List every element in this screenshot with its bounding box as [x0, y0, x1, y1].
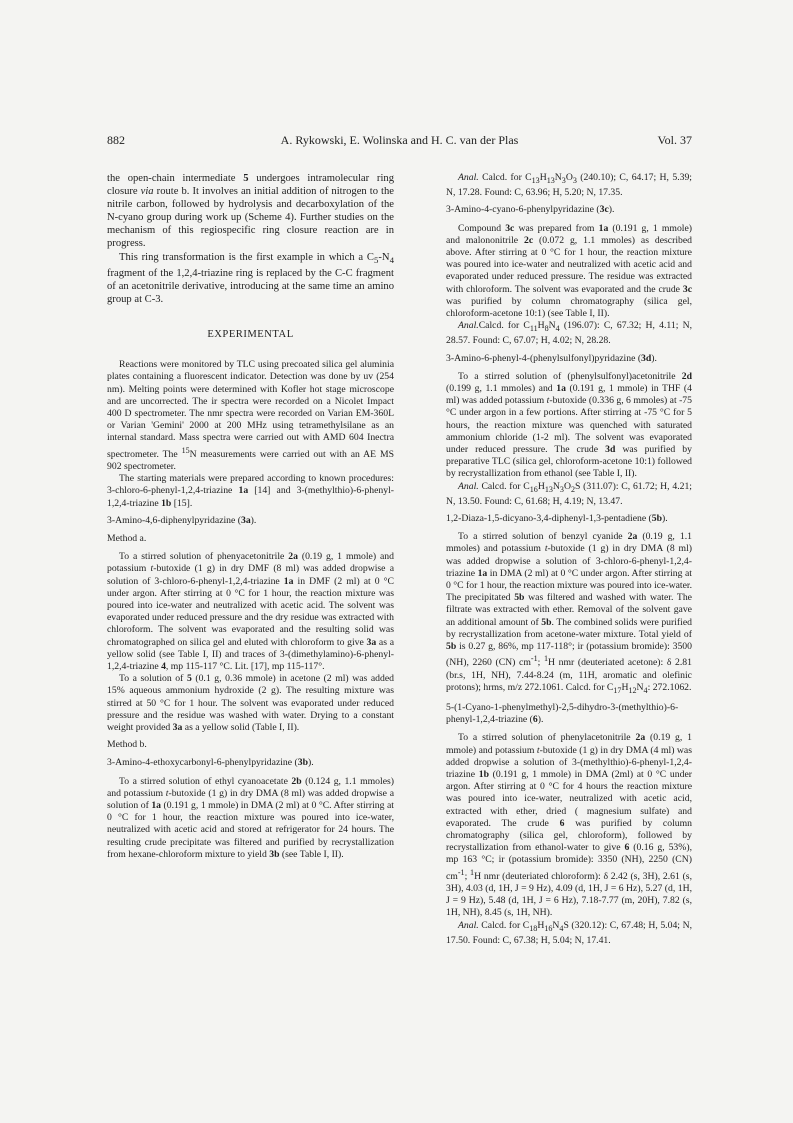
- section-heading: Method b.: [107, 739, 147, 751]
- paragraph: The starting materials were prepared according to known procedures: 3-chloro-6-phenyl-1,2,4-triazine 1a [14] and 3-(methylthio)-6-phenyl-1,2,4-triazine 1b [15].: [107, 473, 394, 509]
- paragraph: Anal. Calcd. for $C_{18}H_{16}N_4S$ (320.12): C, 67.48; H, 5.04; N, 17.50. Found: C, 67.38; H, 5.04; N, 17.41.: [446, 919, 692, 946]
- section-heading: 3-Amino-4-cyano-6-phenylpyridazine (3c).: [446, 204, 615, 216]
- paragraph: To a solution of 5 (0.1 g, 0.36 mmole) in acetone (2 ml) was added 15% aqueous ammonium hydroxide (2 g). The resulting mixture was stirred at 50 °C for 1 hour. The solvent was evaporated under reduced pressure and the residue was washed with water. Drying to a constant weight provided 3a as a yellow solid (Table I, II).: [107, 673, 394, 734]
- section-heading: 3-Amino-6-phenyl-4-(phenylsulfonyl)pyridazine (3d).: [446, 352, 657, 364]
- running-header: [107, 133, 692, 149]
- paragraph: To a stirred solution of phenyacetonitrile 2a (0.19 g, 1 mmole) and potassium t-butoxide (1 g) in dry DMF (8 ml) was added dropwise a solution of 3-chloro-6-phenyl-1,2,4-triazine 1a in DMF (2 ml) at 0 °C under argon. After stirring at 0 °C for 1 hour, the reaction mixture was poured into ice-water and neutralized with acetic acid. The solvent was evaporated under reduced pressure and the dry residue was extracted with chloroform. The solvent was evaporated and the resulting solid was chromatographed on silica gel and eluted with chloroform to give 3a as a yellow solid (see Table I, II) and traces of 3-(dimethylamino)-6-phenyl-1,2,4-triazine 4, mp 115-117 °C. Lit. [17], mp 115-117°.: [107, 551, 395, 673]
- paragraph: the open-chain intermediate 5 undergoes intramolecular ring closure via route b. It involves an initial addition of nitrogen to the nitrile carbon, followed by hydrolysis and decarboxylation of the N-cyano group during work up (Scheme 4). Further studies on the mechanism of this regiospecific ring closure reaction are in progress.: [107, 173, 394, 250]
- right-column: [446, 172, 692, 947]
- left-column: [107, 172, 394, 861]
- paragraph: To a stirred solution of ethyl cyanoacetate 2b (0.124 g, 1.1 mmoles) and potassium t-butoxide (1 g) in dry DMA (8 ml) was added dropwise a solution of 1a (0.191 g, 1 mmole) in DMA (2 ml) at 0 °C. After stirring at 0 °C for 1 hour, the reaction mixture was poured into ice-water, neutralized with acetic acid and stored at refrigerator for 24 hours. The resulting crude precipitate was filtered and purified by recrystallization from hexane-chloroform mixture to yield 3b (see Table I, II).: [107, 775, 395, 860]
- paragraph: Compound 3c was prepared from 1a (0.191 g, 1 mmole) and malononitrile 2c (0.072 g, 1.1 mmoles) as described above. After stirring at 0 °C for 1 hour, the reaction mixture was poured into ice-water and neutralized with acetic acid and evaporated under reduced pressure. The residue was extracted with chloroform. The solvent was evaporated and the crude 3c was purified by column chromatography (silica gel, chloroform-acetone 10:1) (see Table I, II).: [446, 222, 693, 319]
- section-heading: Method a.: [107, 533, 147, 545]
- experimental-heading: EXPERIMENTAL: [207, 329, 294, 341]
- paragraph: This ring transformation is the first example in which a $C_5-N_4$ fragment of the 1,2,4-triazine ring is replaced by the C-C fragment of an acetonitrile derivative, introducing at the same time an amino group at C-3.: [107, 251, 394, 305]
- paragraph: To a stirred solution of (phenylsulfonyl)acetonitrile 2d (0.199 g, 1.1 mmoles) and 1a (0.191 g, 1 mmole) in THF (4 ml) was added potassium t-butoxide (0.336 g, 6 mmoles) at -75 °C under argon in a few portions. After stirring at -75 °C for 5 hours, the reaction mixture was quenched with saturated ammonium chloride (1-2 ml). The solvent was evaporated under reduced pressure. The crude 3d was purified by preparative TLC (silica gel, chloroform-acetone 10:1) followed by recrystallization from ethanol (see Table I, II).: [446, 370, 692, 480]
- paragraph: Anal. Calcd. for $C_{16}H_{13}N_3O_2S$ (311.07): C, 61.72; H, 4.21; N, 13.50. Found: C, 61.68; H, 4.19; N, 13.47.: [446, 480, 692, 507]
- paragraph: Reactions were monitored by TLC using precoated silica gel aluminia plates containing a fluorescent indicator. Detection was done by uv (254 nm). Melting points were determined with Kofler hot stage microscope and are uncorrected. The ir spectra were recorded on a Nicolet Impact 400 D spectrometer. The nmr spectra were recorded on Varian EM-360L or Varian 'Gemini' 2000 at 200 MHz using tetramethylsilane as an internal standard. Mass spectra were carried out with AMD 604 Inectra spectrometer. The $^{15}$N measurements were carried out with an AE MS 902 spectrometer.: [107, 359, 394, 472]
- section-heading: 3-Amino-4-ethoxycarbonyl-6-phenylpyridazine (3b).: [107, 757, 314, 769]
- paragraph: To a stirred solution of benzyl cyanide 2a (0.19 g, 1.1 mmoles) and potassium t-butoxide (1 g) in dry DMA (8 ml) was added dropwise a solution of 3-chloro-6-phenyl-1,2,4-triazine 1a in DMA (2 ml) at 0 °C under argon. After stirring at 0 °C for 1 hour, the reaction mixture was poured into ice-water. The precipitated 5b was filtered and washed with water. The filtrate was extracted with ether. Removal of the solvent gave an additional amount of 5b. The combined solids were purified by recrystallization from acetone-water mixture. Total yield of 5b is 0.27 g, 86%, mp 117-118°; ir (potassium bromide): 3500 (NH), 2260 (CN) $cm^{-1}$; $^1$H nmr (deuteriated acetone): δ 2.81 (br.s, 1H, NH), 7.44-8.24 (m, 11H, aromatic and olefinic protons); hrms, m/z 272.1061. Calcd. for $C_{17}H_{12}N_4$: 272.1062.: [446, 531, 692, 695]
- section-heading: 1,2-Diaza-1,5-dicyano-3,4-diphenyl-1,3-pentadiene (5b).: [446, 512, 668, 524]
- section-heading: 3-Amino-4,6-diphenylpyridazine (3a).: [107, 514, 257, 526]
- running-authors: A. Rykowski, E. Wolinska and H. C. van der Plas: [280, 133, 519, 147]
- page-number: 882: [107, 133, 125, 147]
- paragraph: Anal.Calcd. for $C_{11}H_8N_4$ (196.07): C, 67.32; H, 4.11; N, 28.57. Found: C, 67.07; H, 4.02; N, 28.28.: [446, 320, 693, 347]
- paragraph: To a stirred solution of phenylacetonitrile 2a (0.19 g, 1 mmole) and potassium t-butoxide (1 g) in dry DMA (4 ml) was added dropwise a solution of 3-(methylthio)-6-phenyl-1,2,4-triazine 1b (0.191 g, 1 mmole) in DMA (2ml) at 0 °C under argon. After stirring at 0 °C for 4 hours the reaction mixture was poured into ice-water, neutralized with acetic acid, extracted with ether, dried ( magnesium sulfate) and evaporated. The crude 6 was purified by column chromatography (silica gel, chloroform), followed by recrystallization from ethanol-water to give 6 (0.16 g, 53%), mp 163 °C; ir (potassium bromide): 3350 (NH), 2250 (CN) $cm^{-1}$; $^1$H nmr (deuteriated chloroform): δ 2.42 (s, 3H), 2.61 (s, 3H), 4.03 (d, 1H, J = 9 Hz), 4.09 (d, 1H, J = 6 Hz), 5.27 (d, 1H, J = 9 Hz), 5.48 (d, 1H, J = 6 Hz), 7.18-7.77 (m, 20H), 7.82 (s, 1H, NH), 8.45 (s, 1H, NH).: [446, 732, 692, 919]
- volume-label: Vol. 37: [657, 133, 692, 147]
- paragraph: Anal. Calcd. for $C_{13}H_{13}N_3O_3$ (240.10); C, 64.17; H, 5.39; N, 17.28. Found: C, 63.96; H, 5.20; N, 17.35.: [446, 172, 693, 199]
- section-heading: 5-(1-Cyano-1-phenylmethyl)-2,5-dihydro-3-(methylthio)-6-phenyl-1,2,4-triazine (6).: [446, 701, 679, 726]
